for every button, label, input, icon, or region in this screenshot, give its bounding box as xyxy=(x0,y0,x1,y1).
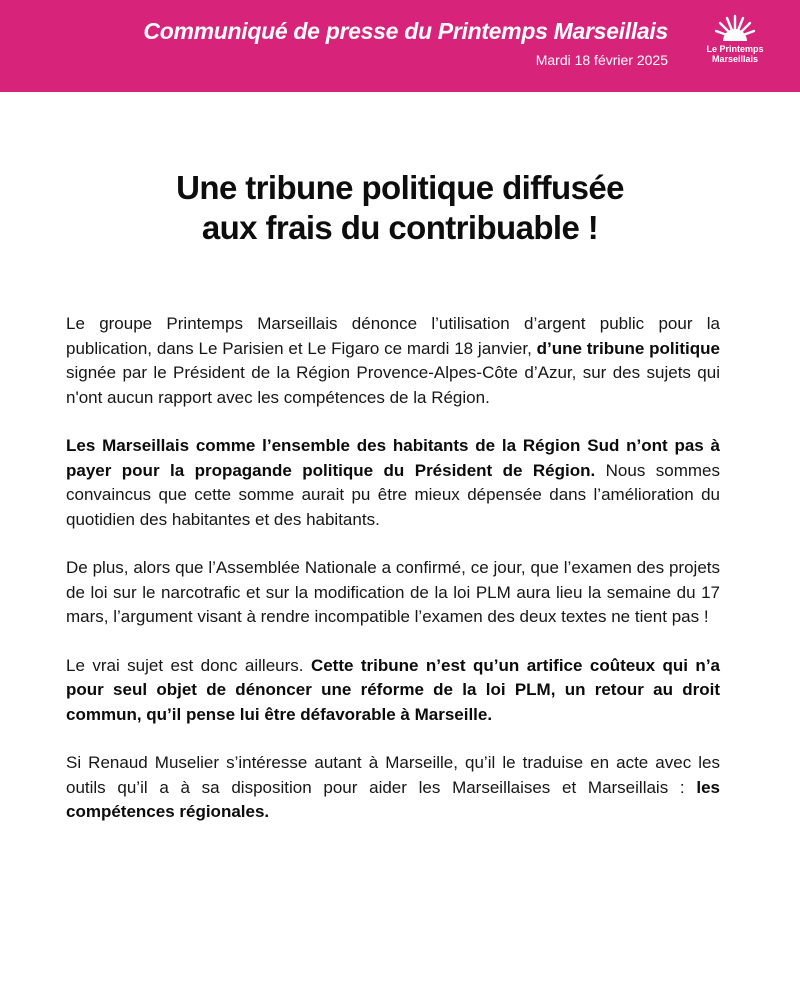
p1-text-c: signée par le Président de la Région Provence-Alpes-Côte d’Azur, sur des sujets qui n'ont aucun rapport avec les compétences de la Région. xyxy=(66,363,720,407)
p4-bold: Cette tribune n’est qu’un artifice coûteux qui n’a pour seul objet de dénoncer une réforme de la loi PLM, un retour au droit commun, qu’il pense lui être défavorable à Marseille. xyxy=(66,655,720,724)
paragraph-5 xyxy=(66,751,720,825)
p5-bold: les compétences régionales. xyxy=(66,777,720,821)
paragraph-2 xyxy=(66,434,720,532)
paragraph-1 xyxy=(66,312,720,410)
p1-bold: d’une tribune politique xyxy=(536,338,720,358)
title-line-2: aux frais du contribuable ! xyxy=(201,209,599,246)
p5-text-a: Si Renaud Muselier s’intéresse autant à Marseille, qu’il le traduise en acte avec les outils qu’il a à sa disposition pour aider les Marseillaises et Marseillais : xyxy=(66,753,720,797)
printemps-marseillais-logo xyxy=(702,14,768,74)
p3-text: De plus, alors que l’Assemblée Nationale a confirmé, ce jour, que l’examen des projets de loi sur le narcotrafic et sur la modification de la loi PLM aura lieu la semaine du 17 mars, l’argument visant à rendre incompatible l’examen des deux textes ne tient pas ! xyxy=(66,558,720,626)
p2-text-b: Nous sommes convaincus que cette somme aurait pu être mieux dépensée dans l’amélioration du quotidien des habitantes et des habitants. xyxy=(66,460,720,529)
header-banner xyxy=(0,0,800,92)
p2-bold: Les Marseillais comme l’ensemble des habitants de la Région Sud n’ont pas à payer pour la propagande politique du Président de Région. xyxy=(66,436,720,480)
press-release-date: Mardi 18 février 2025 xyxy=(535,52,668,68)
paragraph-4 xyxy=(66,654,720,728)
logo-line-2: Marseillais xyxy=(711,54,759,64)
press-release-title: Communiqué de presse du Printemps Marseillais xyxy=(143,18,668,44)
p1-text-a: Le groupe Printemps Marseillais dénonce l’utilisation d’argent public pour la publication, dans Le Parisien et Le Figaro ce mardi 18 janvier, xyxy=(66,314,720,358)
logo-line-1: Le Printemps xyxy=(706,44,764,54)
paragraph-3 xyxy=(66,556,720,630)
sun-rays-icon xyxy=(715,14,755,42)
p4-text-a: Le vrai sujet est donc ailleurs. xyxy=(66,655,311,675)
press-release-body xyxy=(66,312,720,849)
logo-wordmark xyxy=(702,44,768,64)
page-title xyxy=(0,168,800,248)
title-line-1: Une tribune politique diffusée xyxy=(176,169,624,206)
